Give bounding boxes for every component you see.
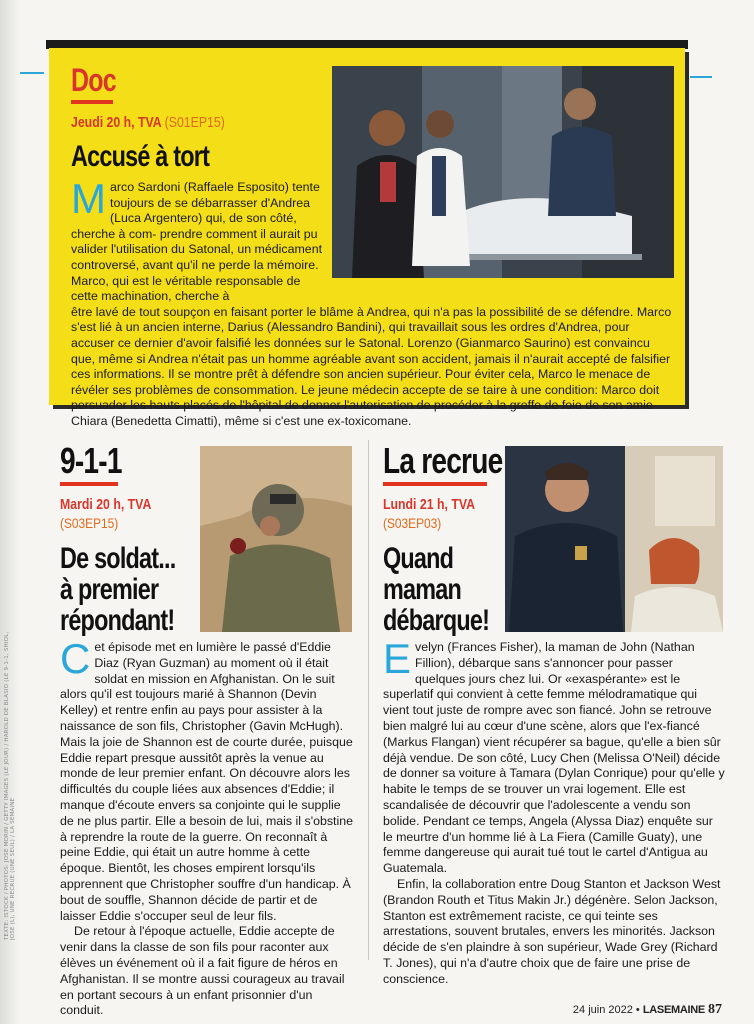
footer-bullet: •: [635, 1004, 640, 1016]
doc-slot-text: Jeudi 20 h, TVA: [71, 114, 162, 131]
recrue-timeslot: Lundi 21 h, TVA: [383, 496, 476, 513]
nine11-photo-illustration: [200, 446, 352, 632]
recrue-paragraph-2: Enfin, la collaboration entre Doug Stanton et Jackson West (Brandon Routh et Titus Makin Jr.) dégénère. Selon Jackson, Stanton est extrêmement raciste, ce qui teinte ses arrestations, souvent brutales, envers les minorités. Jackson décide de s'en plaindre à son supérieur, Wade Grey (Richard T. Jones), qui n'a d'autre choix que de faire une prise de conscience.: [383, 876, 721, 986]
recrue-show-title: La recrue: [383, 440, 503, 481]
doc-dropcap: M: [71, 175, 106, 222]
recrue-headline-line-1: Quand: [383, 542, 454, 575]
blue-tick-left: [20, 72, 44, 74]
recrue-headline-line-2: maman: [383, 573, 462, 606]
doc-line-1: arco Sardoni (Raffaele Esposito) tente: [110, 180, 320, 194]
nine11-headline-line-2: à premier: [60, 573, 159, 606]
recrue-paragraph-1: [383, 635, 725, 877]
doc-episode: (S01EP15): [164, 114, 225, 131]
nine11-article: [60, 635, 354, 1019]
nine11-paragraph-1: [60, 635, 354, 924]
nine11-show-title: 9-1-1: [60, 440, 122, 481]
nine11-timeslot: Mardi 20 h, TVA: [60, 496, 152, 513]
recrue-red-rule: [383, 482, 487, 486]
footer-brand: LASEMAINE: [642, 1004, 705, 1016]
nine11-photo: [200, 446, 352, 632]
doc-line-3: Argentero) qui, de son côté, cherche à com-: [71, 211, 297, 241]
recrue-photo-illustration: [505, 446, 723, 632]
doc-line-4: prendre comment il aurait pu valider l'utilisation du: [71, 226, 318, 257]
doc-article-text: [71, 175, 673, 430]
doc-line-5: Satonal, un médicament controversé, avant qu'il: [71, 242, 323, 272]
recrue-dropcap: E: [383, 635, 412, 682]
recrue-headline-line-3: débarque!: [383, 604, 490, 637]
doc-box: [49, 48, 685, 428]
doc-line-2: toujours de se débarrasser d'Andrea (Luca: [110, 195, 311, 226]
recrue-article: [383, 635, 725, 988]
nine11-dropcap: C: [60, 635, 91, 682]
nine11-headline-line-1: De soldat...: [60, 542, 176, 575]
doc-section: [46, 40, 688, 428]
column-divider: [368, 440, 369, 960]
nine11-headline-line-3: répondant!: [60, 604, 175, 637]
doc-show-title: Doc: [71, 62, 116, 98]
doc-line-7: responsable de cette machination, cherche à: [71, 273, 301, 304]
doc-intro-block: [71, 175, 329, 305]
blue-tick-right: [690, 76, 712, 78]
nine11-red-rule: [60, 482, 118, 486]
doc-headline: Accusé à tort: [71, 140, 210, 173]
recrue-photo: [505, 446, 723, 632]
nine11-paragraph-2: De retour à l'époque actuelle, Eddie accepte de venir dans la classe de son fils pour raconter aux élèves un événement où il a fait figure de héros en Afghanistan. Il se montre aussi courageux au travail en portant secours à un enfant prisonnier d'un conduit.: [60, 924, 345, 1018]
photo-credit: TEXTE: ISTOCK / PHOTOS: JOSE MORIN / GETTY IMAGES (LE JOUR) / HAROLD DE BLASIO (LE 9-1-1, SHIOL, JOSE (L), UNE RECRUE (UNE SEUL) / LA SEMAINE: [4, 631, 16, 940]
doc-timeslot: [71, 114, 225, 131]
nine11-p1-text: et épisode met en lumière le passé d'Eddie Diaz (Ryan Guzman) au moment où il était soldat en mission en Afghanistan. On le suit alors qu'il est toujours marié à Shannon (Devin Kelley) et rentre enfin au pays pour assister à la naissance de son fils, Christopher (Gavin McHugh). Mais la joie de Shannon est de courte durée, puisque Eddie repart presque aussitôt après la venue au monde de leur premier enfant. On découvre alors les difficultés du couple liées aux absences d'Eddie; il manque d'écoute envers sa conjointe qui le supplie de ne plus partir. Elle a besoin de lui, mais il s'obstine à reprendre la route de la guerre. On reconnaît à peine Eddie, qui était un autre homme à cette époque. Bientôt, les choses empirent lorsqu'ils apprennent que Christopher souffre d'un handicap. À bout de souffle, Shannon décide de partir et de laisser Eddie s'occuper seul de leur fils.: [60, 640, 354, 923]
doc-line-6: ne perde la mémoire. Marco, qui est le véritable: [71, 257, 319, 288]
recrue-episode: (S03EP03): [383, 515, 442, 531]
doc-body-rest: être lavé de tout soupçon en faisant porter le blâme à Andrea, qui n'a pas la possibilité de se défendre. Marco s'est lié à un ancien interne, Darius (Alessandro Bandini), qui travaillait sous les ordres d'Andrea, pour accuser ce dernier d'avoir falsifié les données sur le Satonal. Lorenzo (Gianmarco Saurino) est convaincu que, même si Andrea n'était pas un homme agréable avant son accident, jamais il n'aurait accepté de falsifier ces informations. Il se montre prêt à défendre son ancien supérieur. Pour éviter cela, Marco le menace de révéler ses problèmes de consommation. Le jeune médecin accepte de se taire à une condition: Marco doit persuader les hauts placés de l'hôpital de donner l'autorisation de procéder à la greffe de foie de son amie Chiara (Benedetta Cimatti), même si c'est une ex-toxicomane.: [71, 304, 672, 428]
footer-date: 24 juin 2022: [572, 1004, 633, 1016]
recrue-p1-text: velyn (Frances Fisher), la maman de John (Nathan Fillion), débarque sans s'annoncer pour passer quelques jours chez lui. Or «exaspérante» est le superlatif qui convient à cette femme mélodramatique qui vient tout juste de rompre avec son fiancé. John se retrouve bien malgré lui au cœur d'une scène, alors que l'ex-fiancé (Markus Flangan) vient récupérer sa bague, qu'elle a bien sûr déjà vendue. De son côté, Lucy Chen (Melissa O'Neil) décide de donner sa voiture à Tamara (Dylan Conrique) pour qu'elle y habite le temps de se trouver un vrai logement. Elle est scandalisée de découvrir que l'adolescente a vendu son bolide. Pendant ce temps, Angela (Alyssa Diaz) enquête sur le meurtre d'un homme lié à La Fiera (Camille Guaty), une femme dangereuse qui aurait tué tout le cartel d'Antigua au Guatemala.: [383, 640, 725, 876]
nine11-episode: (S03EP15): [60, 515, 119, 531]
page-footer: [573, 1002, 722, 1018]
doc-red-rule: [71, 100, 113, 104]
page-number: 87: [708, 1002, 722, 1017]
